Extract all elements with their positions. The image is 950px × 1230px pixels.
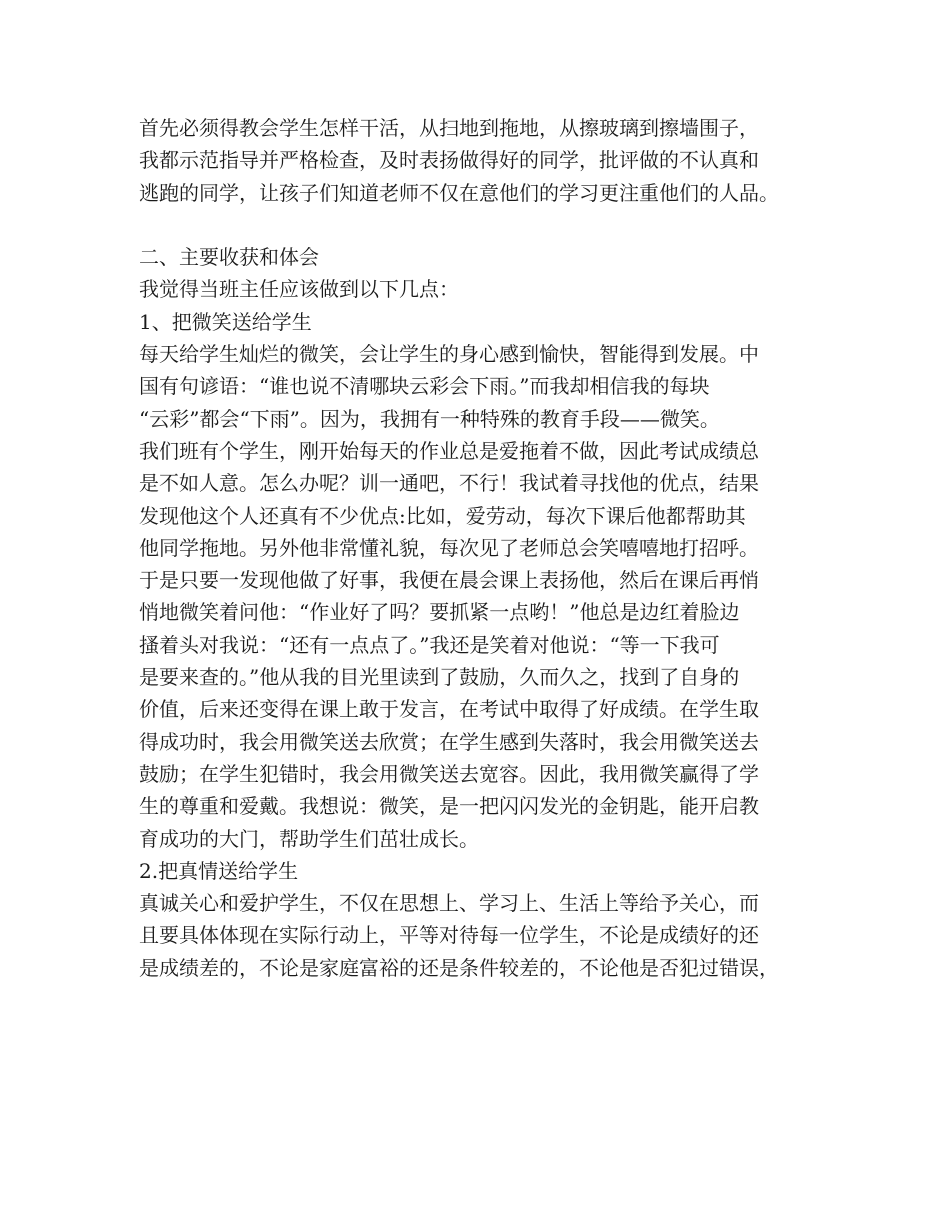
text-line: 鼓励；在学生犯错时，我会用微笑送去宽容。因此，我用微笑赢得了学 (139, 761, 759, 786)
text-line: 是不如人意。怎么办呢？训一通吧，不行！我试着寻找他的优点，结果 (139, 471, 759, 496)
text-line: 生的尊重和爱戴。我想说：微笑，是一把闪闪发光的金钥匙，能开启教 (139, 794, 759, 819)
text-line: 真诚关心和爱护学生，不仅在思想上、学习上、生活上等给予关心，而 (139, 891, 759, 916)
text-line: 于是只要一发现他做了好事，我便在晨会课上表扬他，然后在课后再悄 (139, 568, 759, 593)
text-line: “云彩”都会“下雨”。因为，我拥有一种特殊的教育手段——微笑。 (139, 406, 720, 431)
text-line: 育成功的大门，帮助学生们茁壮成长。 (139, 826, 479, 851)
text-line: 首先必须得教会学生怎样干活，从扫地到拖地，从擦玻璃到擦墙围子， (139, 116, 759, 140)
text-line: 悄地微笑着问他：“作业好了吗？要抓紧一点哟！”他总是边红着脸边 (139, 600, 740, 625)
text-line: 且要具体体现在实际行动上，平等对待每一位学生，不论是成绩好的还 (139, 923, 759, 948)
intro-paragraph (139, 112, 839, 209)
text-line: 每天给学生灿烂的微笑，会让学生的身心感到愉快，智能得到发展。中 (139, 342, 759, 367)
text-line: 我都示范指导并严格检查，及时表扬做得好的同学，批评做的不认真和 (139, 148, 759, 173)
text-line: 逃跑的同学，让孩子们知道老师不仅在意他们的学习更注重他们的人品。 (139, 180, 779, 205)
text-line: 得成功时，我会用微笑送去欣赏；在学生感到失落时，我会用微笑送去 (139, 729, 759, 754)
section-heading: 二、主要收获和体会 (139, 245, 319, 270)
text-line: 我觉得当班主任应该做到以下几点： (139, 277, 459, 302)
text-line: 是成绩差的，不论是家庭富裕的还是条件较差的，不论他是否犯过错误， (139, 955, 779, 980)
text-line: 价值，后来还变得在课上敢于发言，在考试中取得了好成绩。在学生取 (139, 697, 759, 722)
paragraph-gap (139, 209, 839, 241)
text-line: 搔着头对我说：“还有一点点了。”我还是笑着对他说：“等一下我可 (139, 632, 720, 657)
document-page (139, 112, 839, 984)
text-line: 发现他这个人还真有不少优点:比如，爱劳动，每次下课后他都帮助其 (139, 503, 746, 528)
text-line: 国有句谚语：“谁也说不清哪块云彩会下雨。”而我却相信我的每块 (139, 374, 710, 399)
text-line: 我们班有个学生，刚开始每天的作业总是爱拖着不做，因此考试成绩总 (139, 438, 759, 463)
subheading-sincerity: 2.把真情送给学生 (139, 858, 299, 883)
main-section (139, 241, 839, 984)
text-line: 是要来查的。”他从我的目光里读到了鼓励，久而久之，找到了自身的 (139, 665, 740, 690)
text-line: 他同学拖地。另外他非常懂礼貌，每次见了老师总会笑嘻嘻地打招呼。 (139, 535, 759, 560)
subheading-smile: 1、把微笑送给学生 (139, 309, 312, 334)
